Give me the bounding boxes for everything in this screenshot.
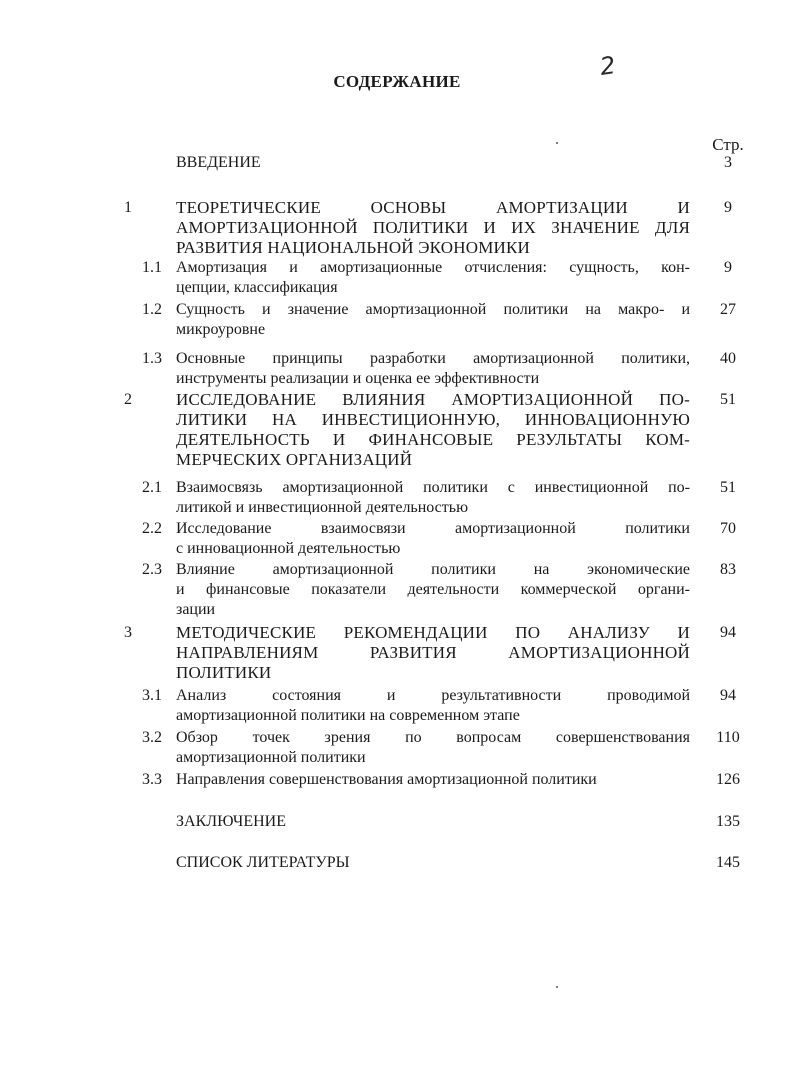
toc-entry-number: 3.2 [142,729,162,746]
toc-entry-line: и финансовые показатели деятельности коммерческой органи- [176,581,690,598]
toc-entry-line: Обзор точек зрения по вопросам совершенствования [176,729,690,746]
toc-entry-line: Исследование взаимосвязи амортизационной политики [176,520,690,537]
toc-entry-line: Направления совершенствования амортизационной политики [176,771,597,788]
toc-entry-line: Амортизация и амортизационные отчисления: сущность, кон- [176,259,690,276]
toc-entry-page: 3 [724,154,732,171]
toc-entry-line: Взаимосвязь амортизационной политики с инвестиционной по- [176,479,690,496]
toc-entry-title [176,812,690,832]
toc-entry-page: 51 [720,479,736,496]
toc-entry-line: СПИСОК ЛИТЕРАТУРЫ [176,854,350,871]
toc-entry-line: ТЕОРЕТИЧЕСКИЕ ОСНОВЫ АМОРТИЗАЦИИ И [176,198,690,217]
toc-entry-line: АМОРТИЗАЦИОННОЙ ПОЛИТИКИ И ИХ ЗНАЧЕНИЕ ДЛЯ [176,218,690,237]
toc-entry-line: ПОЛИТИКИ [176,663,272,682]
toc-entry-title [176,728,690,768]
toc-entry-number: 3.3 [142,771,162,788]
toc-entry-title [176,300,690,340]
toc-entry-number: 1 [124,199,132,216]
toc-entry-title [176,198,690,258]
toc-entry-line: ЛИТИКИ НА ИНВЕСТИЦИОННУЮ, ИННОВАЦИОННУЮ [176,410,690,429]
toc-entry-page: 83 [720,561,736,578]
toc-entry-line: амортизационной политики на современном этапе [176,707,520,724]
toc-entry-line: с инновационной деятельностью [176,540,401,557]
toc-entry-page: 94 [720,687,736,704]
toc-entry-page: 40 [720,350,736,367]
toc-entry-line: Анализ состояния и результативности проводимой [176,687,690,704]
toc-entry-line: амортизационной политики [176,749,366,766]
toc-entry-page: 135 [716,813,740,830]
toc-entry-line: ВВЕДЕНИЕ [176,154,261,171]
toc-entry-number: 3 [124,624,132,641]
scan-speck [556,142,558,144]
toc-entry-number: 2.1 [142,479,162,496]
scan-speck [556,986,558,988]
toc-entry-number: 1.2 [142,301,162,318]
toc-entry-page: 9 [724,259,732,276]
page-title: СОДЕРЖАНИЕ [333,72,461,91]
toc-entry-line: ЗАКЛЮЧЕНИЕ [176,813,286,830]
toc-entry-page: 9 [724,199,732,216]
toc-entry-line: Сущность и значение амортизационной политики на макро- и [176,301,690,318]
toc-entry-title [176,770,690,790]
toc-entry-page: 27 [720,301,736,318]
toc-entry-line: ДЕЯТЕЛЬНОСТЬ И ФИНАНСОВЫЕ РЕЗУЛЬТАТЫ КОМ- [176,430,690,449]
toc-entry-title [176,153,690,173]
toc-entry-line: цепции, классификация [176,279,338,296]
toc-entry-line: ИССЛЕДОВАНИЕ ВЛИЯНИЯ АМОРТИЗАЦИОННОЙ ПО- [176,390,690,409]
toc-entry-line: микроуровне [176,321,266,338]
toc-entry-line: Основные принципы разработки амортизационной политики, [176,350,690,367]
toc-entry-line: НАПРАВЛЕНИЯМ РАЗВИТИЯ АМОРТИЗАЦИОННОЙ [176,643,690,662]
toc-entry-page: 110 [716,729,740,746]
page-column-header: Стр. [712,135,744,154]
toc-entry-page: 51 [720,391,736,408]
toc-entry-title [176,560,690,620]
toc-entry-line: Влияние амортизационной политики на экономические [176,561,690,578]
toc-entry-line: литикой и инвестиционной деятельностью [176,499,469,516]
toc-entry-line: инструменты реализации и оценка ее эффективности [176,370,540,387]
toc-entry-title [176,519,690,559]
handwritten-page-number: 2 [598,51,618,81]
toc-entry-page: 145 [716,854,740,871]
toc-entry-number: 1.3 [142,350,162,367]
toc-entry-page: 94 [720,624,736,641]
toc-entry-title [176,390,690,470]
toc-entry-title [176,258,690,298]
toc-entry-line: РАЗВИТИЯ НАЦИОНАЛЬНОЙ ЭКОНОМИКИ [176,238,531,257]
toc-entry-line: МЕТОДИЧЕСКИЕ РЕКОМЕНДАЦИИ ПО АНАЛИЗУ И [176,623,690,642]
toc-entry-number: 2 [124,391,132,408]
toc-entry-number: 1.1 [142,259,162,276]
toc-entry-title [176,478,690,518]
toc-entry-title [176,853,690,873]
toc-entry-title [176,349,690,389]
toc-entry-number: 2.3 [142,561,162,578]
toc-entry-number: 2.2 [142,520,162,537]
toc-entry-page: 70 [720,520,736,537]
toc-entry-title [176,686,690,726]
toc-entry-page: 126 [716,771,740,788]
toc-entry-line: МЕРЧЕСКИХ ОРГАНИЗАЦИЙ [176,450,413,469]
toc-entry-line: зации [176,601,216,618]
toc-entry-title [176,623,690,683]
toc-entry-number: 3.1 [142,687,162,704]
